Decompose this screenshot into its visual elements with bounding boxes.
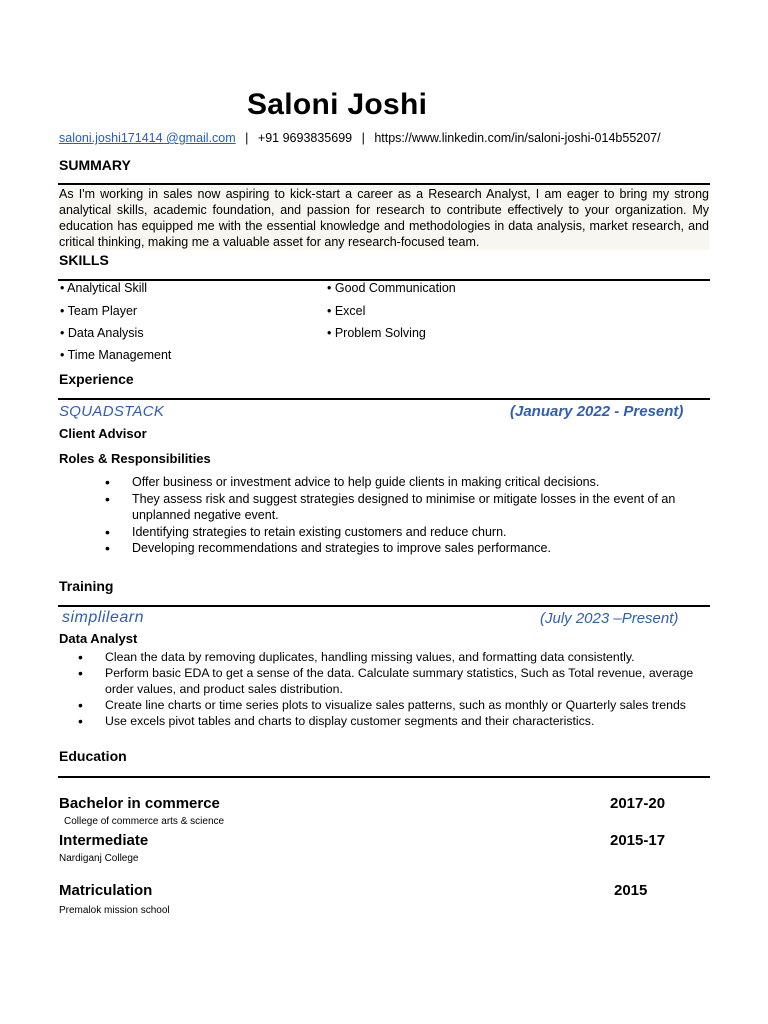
training-org: simplilearn bbox=[62, 609, 144, 626]
education-heading: Education bbox=[59, 748, 127, 764]
section-divider bbox=[58, 183, 710, 185]
degree-years: 2015 bbox=[614, 882, 648, 899]
list-item: • Create line charts or time series plots to visualize sales patterns, such as monthly or Quarterly sales trends bbox=[105, 697, 711, 713]
degree-title: Intermediate bbox=[59, 832, 149, 849]
summary-heading: SUMMARY bbox=[59, 157, 131, 173]
training-heading: Training bbox=[59, 578, 114, 594]
candidate-name: Saloni Joshi bbox=[247, 88, 428, 121]
skill-item: • Good Communication bbox=[327, 281, 456, 295]
section-divider bbox=[58, 605, 710, 607]
list-item: • Perform basic EDA to get a sense of the data. Calculate summary statistics, Such as Total revenue, average order values, and product sales distribution. bbox=[105, 665, 711, 697]
skill-item: • Problem Solving bbox=[327, 326, 426, 340]
contact-separator: | bbox=[361, 131, 365, 145]
degree-years: 2017-20 bbox=[610, 795, 666, 812]
employment-period: (January 2022 - Present) bbox=[510, 403, 684, 420]
experience-heading: Experience bbox=[59, 371, 134, 387]
training-period: (July 2023 –Present) bbox=[540, 610, 679, 627]
degree-title: Matriculation bbox=[59, 882, 153, 899]
school-name: College of commerce arts & science bbox=[64, 816, 225, 827]
skill-item: • Excel bbox=[327, 304, 366, 318]
skill-item: • Team Player bbox=[60, 304, 138, 318]
list-item: • Offer business or investment advice to help guide clients in making critical decisions. bbox=[132, 474, 702, 491]
section-divider bbox=[58, 776, 710, 778]
job-title: Client Advisor bbox=[59, 426, 147, 441]
skill-item: • Data Analysis bbox=[60, 326, 144, 340]
skill-item: • Analytical Skill bbox=[60, 281, 148, 295]
email-link[interactable]: saloni.joshi171414 @gmail.com bbox=[59, 131, 236, 145]
school-name: Nardiganj College bbox=[59, 853, 139, 864]
school-name: Premalok mission school bbox=[59, 905, 170, 916]
list-item: • Identifying strategies to retain existing customers and reduce churn. bbox=[132, 524, 702, 541]
list-item: • Use excels pivot tables and charts to display customer segments and their characteristics. bbox=[105, 713, 711, 729]
linkedin-link[interactable]: https://www.linkedin.com/in/saloni-joshi-014b55207/ bbox=[374, 131, 661, 145]
degree-title: Bachelor in commerce bbox=[59, 795, 220, 812]
degree-years: 2015-17 bbox=[610, 832, 666, 849]
responsibilities-list bbox=[132, 474, 702, 557]
skill-item: • Time Management bbox=[60, 348, 172, 362]
phone-number: +91 9693835699 bbox=[257, 131, 353, 145]
company-name: SQUADSTACK bbox=[59, 403, 165, 420]
contact-line bbox=[59, 131, 661, 145]
summary-text: As I'm working in sales now aspiring to kick-start a career as a Research Analyst, I am eager to bring my strong analytical skills, academic foundation, and passion for research to contribute effectively to your organization. My education has equipped me with the essential knowledge and methodologies in data analysis, market research, and critical thinking, making me a valuable asset for any research-focused team. bbox=[59, 187, 709, 249]
contact-separator: | bbox=[245, 131, 249, 145]
training-role: Data Analyst bbox=[59, 631, 138, 646]
training-tasks-list bbox=[105, 649, 711, 729]
list-item: • Clean the data by removing duplicates, handling missing values, and formatting data consistently. bbox=[105, 649, 711, 665]
roles-heading: Roles & Responsibilities bbox=[59, 451, 211, 466]
skills-heading: SKILLS bbox=[59, 252, 109, 268]
section-divider bbox=[58, 398, 710, 400]
list-item: • They assess risk and suggest strategies designed to minimise or mitigate losses in the event of an unplanned negative event. bbox=[132, 491, 702, 524]
list-item: • Developing recommendations and strategies to improve sales performance. bbox=[132, 540, 702, 557]
